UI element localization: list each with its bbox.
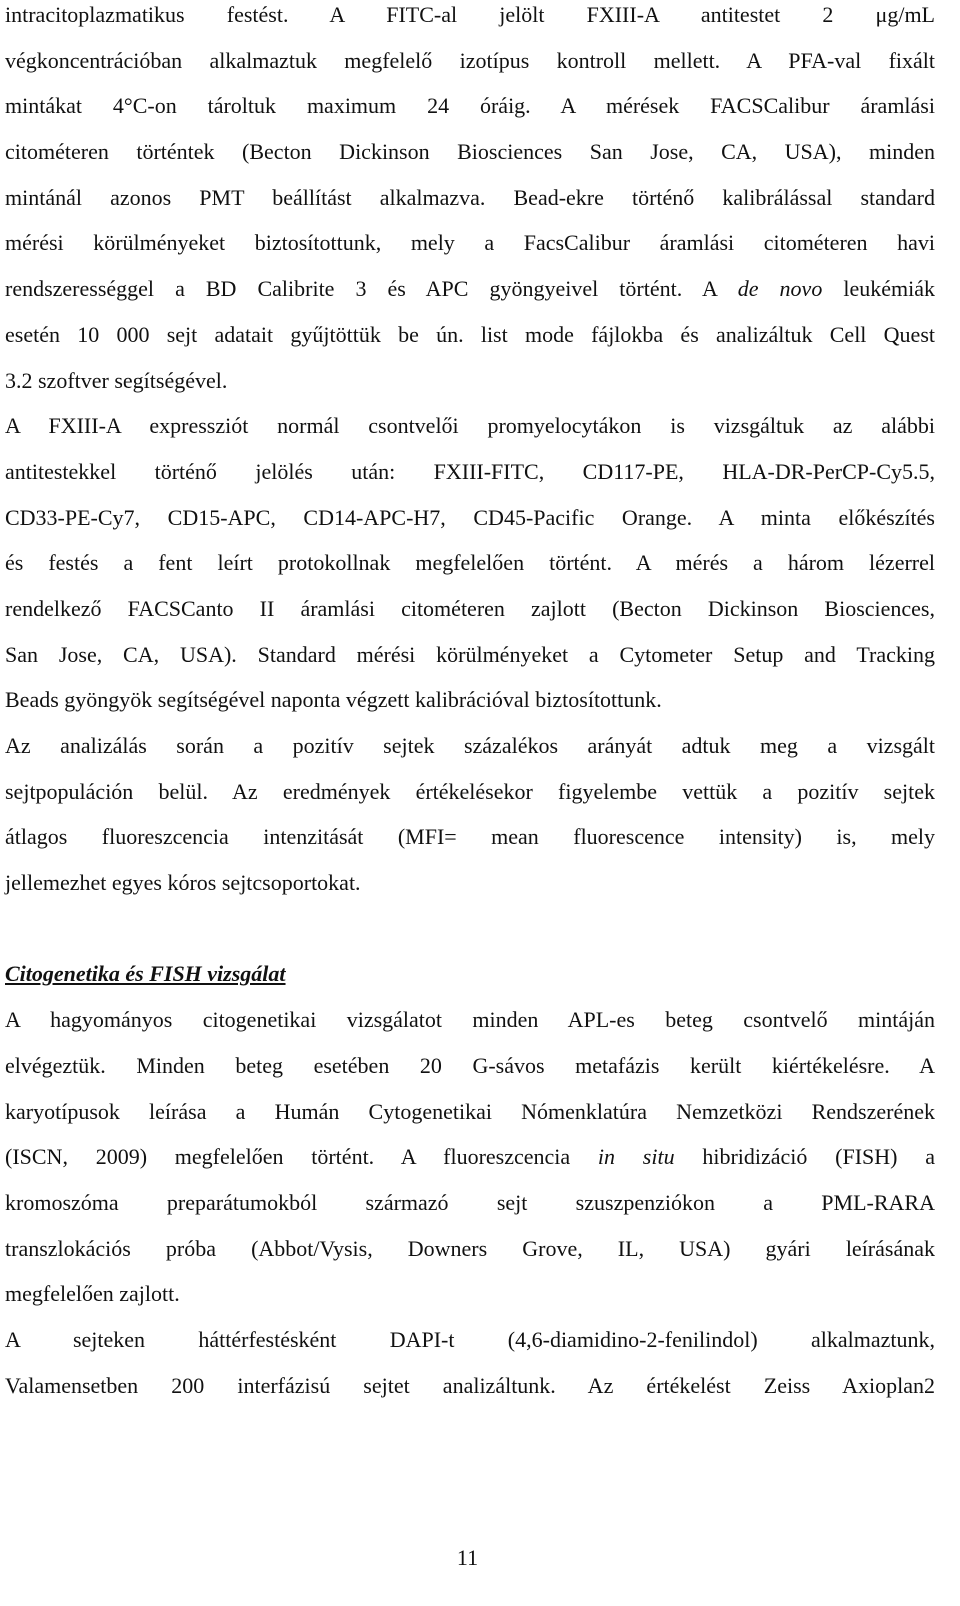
- text-line: citométeren történtek (Becton Dickinson Biosciences San Jose, CA, USA), minden: [5, 139, 935, 165]
- text-line: mérési körülményeket biztosítottunk, mely a FacsCalibur áramlási citométeren havi: [5, 230, 935, 256]
- text-line: végkoncentrációban alkalmaztuk megfelelő izotípus kontroll mellett. A PFA-val fixált: [5, 47, 935, 73]
- text-line: esetén 10 000 sejt adatait gyűjtöttük be ún. list mode fájlokba és analizáltuk Cell Quest: [5, 321, 935, 347]
- text-line: [5, 1134, 935, 1180]
- italic-term: in situ: [597, 1144, 675, 1170]
- text-line: megfelelően zajlott.: [5, 1281, 180, 1307]
- text-line: CD33-PE-Cy7, CD15-APC, CD14-APC-H7, CD45-Pacific Orange. A minta előkészítés: [5, 504, 935, 530]
- text-segment: rendszerességgel a BD Calibrite 3 és APC gyöngyeivel történt. A: [5, 276, 738, 302]
- text-line: A FXIII-A expressziót normál csontvelői promyelocytákon is vizsgáltuk az alábbi: [5, 413, 935, 439]
- text-line: karyotípusok leírása a Humán Cytogenetikai Nómenklatúra Nemzetközi Rendszerének: [5, 1098, 935, 1124]
- text-line: Az analizálás során a pozitív sejtek százalékos arányát adtuk meg a vizsgált: [5, 733, 935, 758]
- section-heading: Citogenetika és FISH vizsgálat: [5, 961, 286, 987]
- text-line: sejtpopuláción belül. Az eredmények értékelésekor figyelembe vettük a pozitív sejtek: [5, 778, 935, 804]
- text-line: transzlokációs próba (Abbot/Vysis, Downers Grove, IL, USA) gyári leírásának: [5, 1235, 935, 1261]
- section-spacer: [5, 906, 935, 952]
- text-segment: (ISCN, 2009) megfelelően történt. A fluoreszcencia: [5, 1144, 598, 1170]
- text-segment: leukémiák: [822, 276, 935, 302]
- paragraph-cytogenetics: [5, 997, 935, 1317]
- text-line: 3.2 szoftver segítségével.: [5, 367, 228, 393]
- text-line: elvégeztük. Minden beteg esetében 20 G-sávos metafázis került kiértékelésre. A: [5, 1052, 935, 1078]
- paragraph-fxiii-promyelocytes: [5, 403, 935, 723]
- text-line: antitestekkel történő jelölés után: FXIII-FITC, CD117-PE, HLA-DR-PerCP-Cy5.5,: [5, 458, 935, 484]
- text-line: kromoszóma preparátumokból származó sejt szuszpenziókon a PML-RARA: [5, 1189, 935, 1215]
- text-line: [5, 266, 935, 312]
- text-line: Valamensetben 200 interfázisú sejtet analizáltunk. Az értékelést Zeiss Axioplan2: [5, 1372, 935, 1398]
- paragraph-flow-cytometry-fitc: [5, 0, 935, 403]
- text-line: A hagyományos citogenetikai vizsgálatot minden APL-es beteg csontvelő mintáján: [5, 1007, 935, 1033]
- paragraph-dapi-staining: [5, 1317, 935, 1408]
- text-line: átlagos fluoreszcencia intenzitását (MFI= mean fluorescence intensity) is, mely: [5, 824, 935, 850]
- text-line: mintákat 4°C-on tároltuk maximum 24 óráig. A mérések FACSCalibur áramlási: [5, 93, 935, 119]
- text-segment: hibridizáció (FISH) a: [674, 1144, 935, 1170]
- page-number: 11: [456, 1545, 479, 1570]
- paragraph-analysis: [5, 723, 935, 906]
- text-line: jellemezhet egyes kóros sejtcsoportokat.: [5, 870, 361, 896]
- text-line: A sejteken háttérfestésként DAPI-t (4,6-diamidino-2-fenilindol) alkalmaztunk,: [5, 1326, 935, 1352]
- text-line: mintánál azonos PMT beállítást alkalmazva. Bead-ekre történő kalibrálással standard: [5, 184, 935, 210]
- text-line: Beads gyöngyök segítségével naponta végzett kalibrációval biztosítottunk.: [5, 687, 662, 713]
- text-line: San Jose, CA, USA). Standard mérési körülményeket a Cytometer Setup and Tracking: [5, 641, 935, 667]
- text-line: és festés a fent leírt protokollnak megfelelően történt. A mérés a három lézerrel: [5, 550, 935, 576]
- text-line: rendelkező FACSCanto II áramlási citométeren zajlott (Becton Dickinson Biosciences,: [5, 595, 935, 621]
- text-line: intracitoplazmatikus festést. A FITC-al jelölt FXIII-A antitestet 2 μg/mL: [5, 2, 935, 27]
- italic-term: de novo: [737, 276, 823, 302]
- document-page: [5, 0, 935, 1408]
